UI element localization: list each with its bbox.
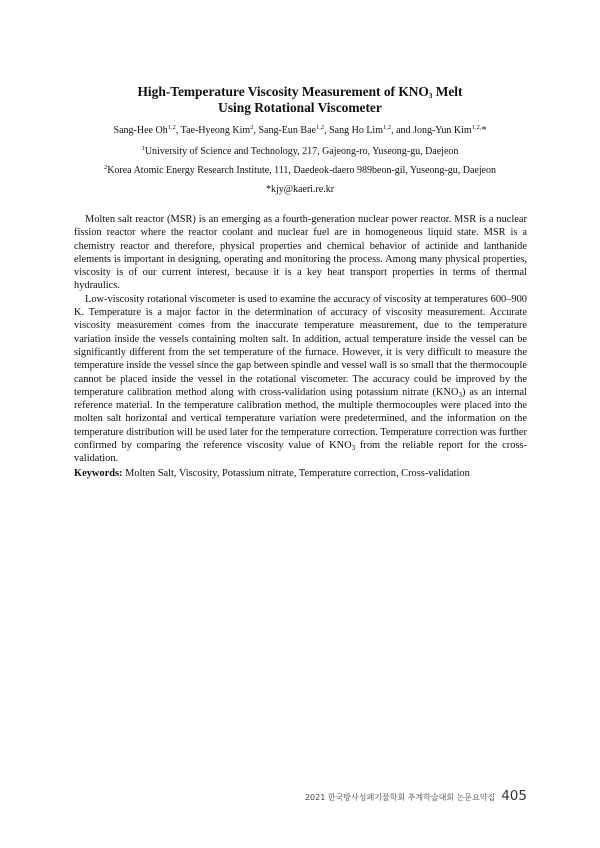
keywords (74, 467, 527, 480)
subscript: 3 (458, 390, 462, 399)
affiliation-mark: 1 (141, 145, 145, 152)
author-separator: , (175, 125, 181, 136)
author-affiliation-mark: 1,2 (167, 124, 176, 131)
page-number: 405 (501, 788, 527, 804)
abstract-paragraph-2 (74, 293, 527, 466)
abstract-body (74, 213, 527, 466)
corresponding-mark: * (481, 125, 487, 136)
title-text-end: Melt (432, 84, 463, 99)
page-footer (305, 788, 527, 804)
keywords-list: Molten Salt, Viscosity, Potassium nitrate, Temperature correction, Cross-validation (122, 468, 470, 479)
author-separator: , and (391, 125, 414, 136)
author-affiliation-mark: 1,2, (471, 124, 482, 131)
paragraph-text: from the reliable report for the cross-validation. (74, 440, 527, 465)
subscript: 3 (351, 444, 356, 453)
affiliation-2 (0, 164, 600, 177)
paragraph-text: ) as an internal reference material. In the temperature calibration method, the multiple thermocouples were placed into the molten salt horizontal and vertical temperature variation were predetermined, and the information on the temperature distribution will be used later for the temperature correction. Temperature correction was further confirmed by comparing the reference viscosity value of KNO (74, 386, 527, 452)
title-line-1 (0, 84, 600, 100)
author-separator: , (324, 125, 330, 136)
footer-event-name: 2021 한국방사성폐기물학회 추계학술대회 논문요약집 (304, 793, 496, 802)
paper-title (0, 84, 600, 116)
abstract-paragraph-1: Molten salt reactor (MSR) is an emerging as a fourth-generation nuclear power reactor. MSR is a nuclear fission reactor where the reactor coolant and nuclear fuel are in homogeneous liquid state. MSR is a chemistry reactor and therefore, physical properties and chemical behavior of actinide and lanthanide elements is important in designing, operating and monitoring the process. Among many physical properties, viscosity is of our current interest, because it is a key heat transport properties in terms of thermal hydraulics. (74, 214, 527, 292)
author-name: Sang Ho Lim (329, 125, 383, 136)
author-affiliation-mark: 2 (250, 124, 254, 131)
author-affiliation-mark: 1,2 (382, 124, 392, 131)
keywords-label: Keywords: (74, 468, 123, 479)
author-separator: , (253, 125, 259, 136)
author-list (0, 124, 600, 137)
affiliation-text: Korea Atomic Energy Research Institute, 111, Daedeok-daero 989beon-gil, Yuseong-gu, Daejeon (107, 165, 497, 176)
affiliation-mark: 2 (103, 164, 108, 171)
author-name: Jong-Yun Kim (413, 125, 472, 136)
author-affiliation-mark: 1,2 (315, 124, 325, 131)
affiliation-text: University of Science and Technology, 217, Gajeong-ro, Yuseong-gu, Daejeon (144, 146, 459, 157)
title-subscript: 3 (428, 92, 433, 100)
affiliation-1 (0, 145, 600, 158)
author-name: Tae-Hyeong Kim (180, 125, 251, 136)
author-name: Sang-Eun Bae (258, 125, 316, 136)
author-name: Sang-Hee Oh (113, 125, 168, 136)
corresponding-email[interactable]: *kjy@kaeri.re.kr (265, 184, 335, 195)
title-line-2: Using Rotational Viscometer (218, 100, 382, 115)
title-text: High-Temperature Viscosity Measurement of KNO (137, 84, 429, 99)
paragraph-text: Low-viscosity rotational viscometer is used to examine the accuracy of viscosity at temperatures 600–900 K. Temperature is a major factor in the determination of accuracy of viscosity measurement. Accurate viscosity measurement comes from the inaccurate temperature measurement, due to the temperature variation inside the vessels containing molten salt. In addition, actual temperature inside the vessel can be significantly different from the set temperature of the furnace. However, it is very difficult to measure the temperature inside the vessel since the gap between spindle and vessel wall is so small that the thermocouple cannot be placed inside the vessel in the rotational viscometer. The accuracy could be improved by the temperature calibration method along with cross-validation using potassium nitrate (KNO (74, 293, 527, 398)
